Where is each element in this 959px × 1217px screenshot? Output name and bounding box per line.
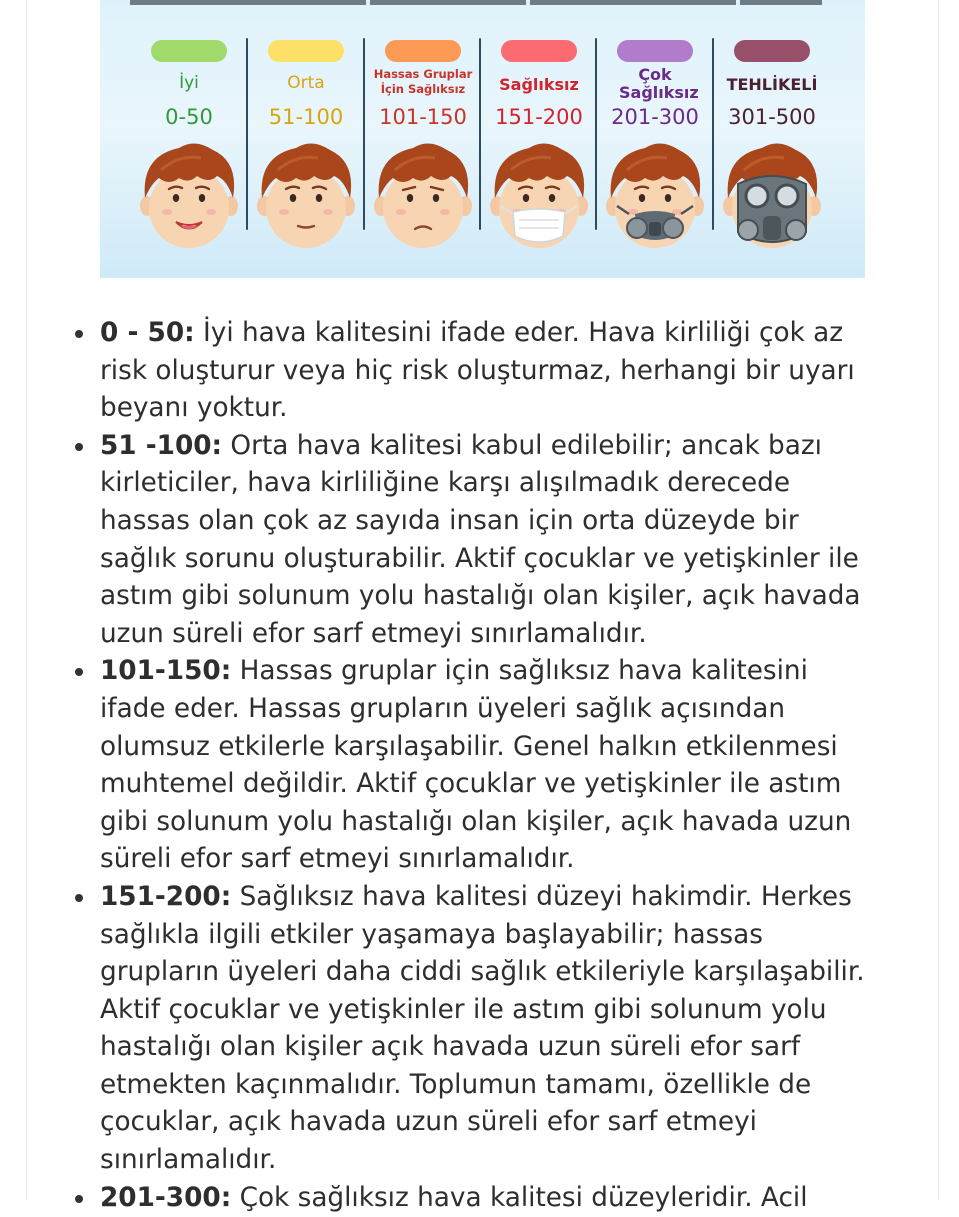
aqi-description-text: Hassas gruplar için sağlıksız hava kalitesini ifade eder. Hassas grupların üyeleri sağlık açısından olumsuz etkilerle karşılaşabilir. Genel halkın etkilenmesi muhtemel değildir. Aktif çocuklar ve yetişkinler ile astım gibi solunum yolu hastalığı olan kişiler, açık havada uzun süreli efor sarf etmeyi sınırlamalıdır. — [100, 656, 852, 875]
aqi-color-pill — [501, 40, 577, 62]
aqi-category — [597, 0, 713, 278]
list-item — [100, 653, 875, 879]
aqi-category-label: Orta — [287, 73, 325, 93]
aqi-color-pill — [151, 40, 227, 62]
aqi-color-pill — [617, 40, 693, 62]
bullet-icon — [75, 443, 83, 451]
bullet-icon — [75, 330, 83, 338]
aqi-category-label: Hassas Gruplar İçin Sağlıksız — [373, 67, 473, 96]
aqi-category-label: TEHLİKELİ — [726, 75, 818, 94]
aqi-infographic — [100, 0, 865, 278]
aqi-range-heading: 201-300: — [100, 1182, 232, 1213]
aqi-color-pill — [385, 40, 461, 62]
aqi-category — [131, 0, 247, 278]
bullet-icon — [75, 894, 83, 902]
aqi-description-text: Çok sağlıksız hava kalitesi düzeyleridir. Acil — [231, 1182, 808, 1213]
aqi-category — [365, 0, 481, 278]
page-frame-left — [26, 0, 27, 1200]
list-item — [100, 428, 875, 654]
aqi-range-label: 51-100 — [268, 105, 344, 129]
aqi-color-pill — [268, 40, 344, 62]
aqi-range-heading: 51 -100: — [100, 430, 223, 461]
aqi-description-text: Sağlıksız hava kalitesi düzeyi hakimdir. Herkes sağlıkla ilgili etkiler yaşamaya başlayabilir; hassas grupların üyeleri daha ciddi sağlık etkileriyle karşılaşabilir. Aktif çocuklar ve yetişkinler ile astım gibi solunum yolu hastalığı olan kişiler açık havada uzun süreli efor sarf etmekten kaçınmalıdır. Toplumun tamamı, özellikle de çocuklar, açık havada uzun süreli efor sarf etmeyi sınırlamalıdır. — [100, 881, 865, 1176]
list-item — [100, 315, 875, 428]
aqi-category — [714, 0, 830, 278]
aqi-range-heading: 101-150: — [100, 656, 232, 687]
page-frame-right — [938, 0, 939, 1200]
aqi-description-text: İyi hava kalitesini ifade eder. Hava kirliliği çok az risk oluşturur veya hiç risk oluşturmaz, herhangi bir uyarı beyanı yoktur. — [100, 318, 855, 424]
aqi-range-label: 151-200 — [495, 105, 583, 129]
aqi-range-heading: 151-200: — [100, 881, 232, 912]
list-item — [100, 1180, 875, 1217]
aqi-category — [481, 0, 597, 278]
bullet-icon — [75, 668, 83, 676]
aqi-color-pill — [734, 40, 810, 62]
aqi-description-list — [100, 315, 875, 1217]
aqi-range-label: 301-500 — [728, 105, 816, 129]
aqi-description-text: Orta hava kalitesi kabul edilebilir; ancak bazı kirleticiler, hava kirliliğine karşı alışılmadık derecede hassas olan çok az sayıda insan için orta düzeyde bir sağlık sorunu oluşturabilir. Aktif çocuklar ve yetişkinler ile astım gibi solunum yolu hastalığı olan kişiler, açık havada uzun süreli efor sarf etmeyi sınırlamalıdır. — [100, 430, 861, 649]
aqi-range-label: 0-50 — [165, 105, 213, 129]
aqi-range-heading: 0 - 50: — [100, 318, 195, 348]
aqi-category-label: Sağlıksız — [499, 75, 579, 94]
aqi-range-label: 101-150 — [379, 105, 467, 129]
aqi-category — [248, 0, 364, 278]
aqi-category-label: Çok Sağlıksız — [619, 65, 699, 102]
bullet-icon — [75, 1195, 83, 1203]
aqi-category-label: İyi — [179, 73, 199, 93]
aqi-range-label: 201-300 — [611, 105, 699, 129]
list-item — [100, 879, 875, 1180]
